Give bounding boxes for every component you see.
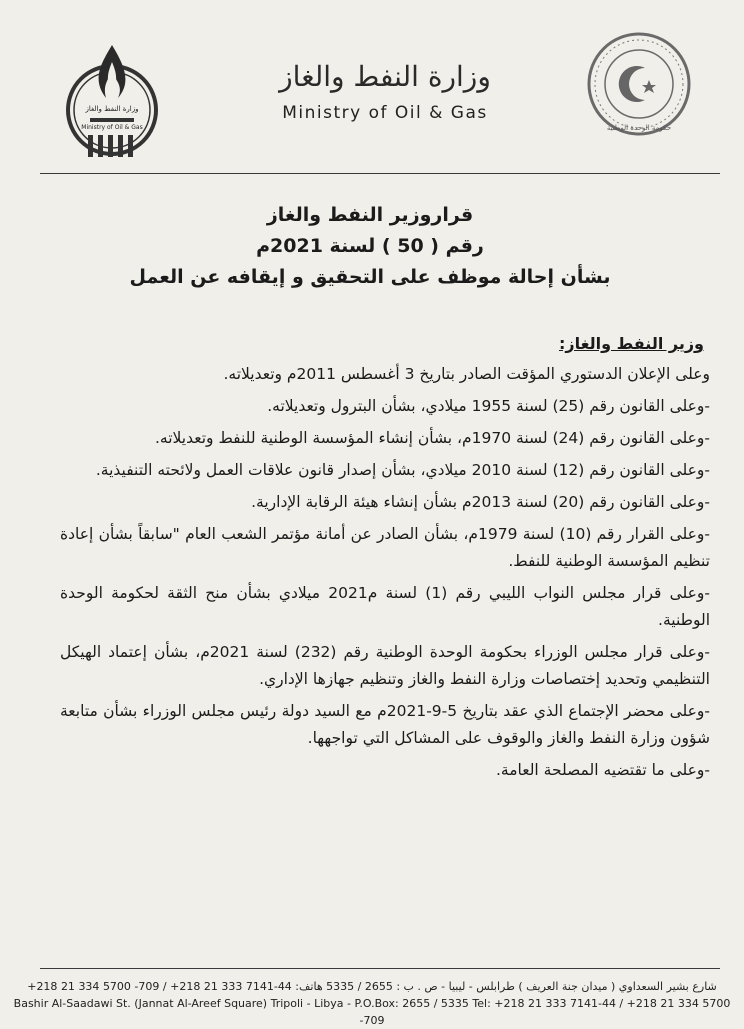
decision-number: رقم ( 50 ) لسنة 2021م	[256, 235, 484, 257]
svg-text:وزارة النفط والغاز: وزارة النفط والغاز	[85, 105, 139, 113]
decision-title: قراروزير النفط والغاز	[266, 204, 474, 226]
clause: -وعلى القانون رقم (24) لسنة 1970م، بشأن إنشاء المؤسسة الوطنية للنفط وتعديلاته.	[155, 429, 710, 447]
footer-address-english: Bashir Al-Saadawi St. (Jannat Al-Areef Square) Tripoli - Libya - P.O.Box: 2655 / 5335 Tel: +218 21 333 7141-44 / +218 21 334 5700 -709	[13, 997, 731, 1027]
ministry-name-arabic: وزارة النفط والغاز	[279, 60, 491, 93]
svg-text:حكومة الوحدة الوطنية: حكومة الوحدة الوطنية	[606, 124, 672, 132]
clause: -وعلى قرار مجلس النواب الليبي رقم (1) لسنة م2021 ميلادي بشأن منح الثقة لحكومة الوحدة الوطنية.	[60, 584, 710, 629]
ministry-logo	[62, 40, 162, 170]
clause: -وعلى محضر الإجتماع الذي عقد بتاريخ 5-9-2021م مع السيد دولة رئيس مجلس الوزراء بشأن متابعة شؤون وزارة النفط والغاز والوقوف على المشاكل التي تواجهها.	[60, 702, 711, 747]
decision-body	[60, 330, 710, 789]
clause: -وعلى القانون رقم (25) لسنة 1955 ميلادي، بشأن البترول وتعديلاته.	[267, 397, 710, 415]
clause: -وعلى ما تقتضيه المصلحة العامة.	[495, 761, 710, 779]
footer-address-arabic: شارع بشير السعداوي ( ميدان جنة العريف ) طرابلس - ليبيا - ص . ب : 2655 / 5335 هاتف: 44-7141 333 21 218+ / 709- 5700 334 21 218+	[27, 980, 717, 993]
flame-derrick-icon	[62, 40, 162, 170]
ministry-name-english: Ministry of Oil & Gas	[282, 103, 488, 123]
header-divider	[40, 173, 720, 174]
decision-title-block	[120, 200, 620, 293]
clause: -وعلى القرار رقم (10) لسنة 1979م، بشأن الصادر عن أمانة مؤتمر الشعب العام "سابقاً بشأن إعادة تنظيم المؤسسة الوطنية للنفط.	[60, 525, 710, 570]
clause: وعلى الإعلان الدستوري المؤقت الصادر بتاريخ 3 أغسطس 2011م وتعديلاته.	[223, 365, 710, 383]
body-heading: وزير النفط والغاز:	[558, 334, 704, 353]
footer-divider	[40, 968, 720, 969]
decision-subject: بشأن إحالة موظف على التحقيق و إيقافه عن العمل	[129, 266, 611, 288]
clause: -وعلى القانون رقم (20) لسنة 2013م بشأن إنشاء هيئة الرقابة الإدارية.	[251, 493, 710, 511]
clause: -وعلى قرار مجلس الوزراء بحكومة الوحدة الوطنية رقم (232) لسنة 2021م، بشأن إعتماد الهيكل التنظيمي وتحديد إختصاصات وزارة النفط والغاز وتنظيم جهازها الإداري.	[60, 643, 710, 688]
clause: -وعلى القانون رقم (12) لسنة 2010 ميلادي، بشأن إصدار قانون علاقات العمل ولائحته التنفيذية.	[95, 461, 710, 479]
government-emblem	[585, 30, 693, 138]
footer-contact	[10, 978, 734, 1029]
svg-text:Ministry of Oil & Gas: Ministry of Oil & Gas	[81, 124, 143, 131]
crescent-star-seal-icon	[585, 30, 693, 138]
